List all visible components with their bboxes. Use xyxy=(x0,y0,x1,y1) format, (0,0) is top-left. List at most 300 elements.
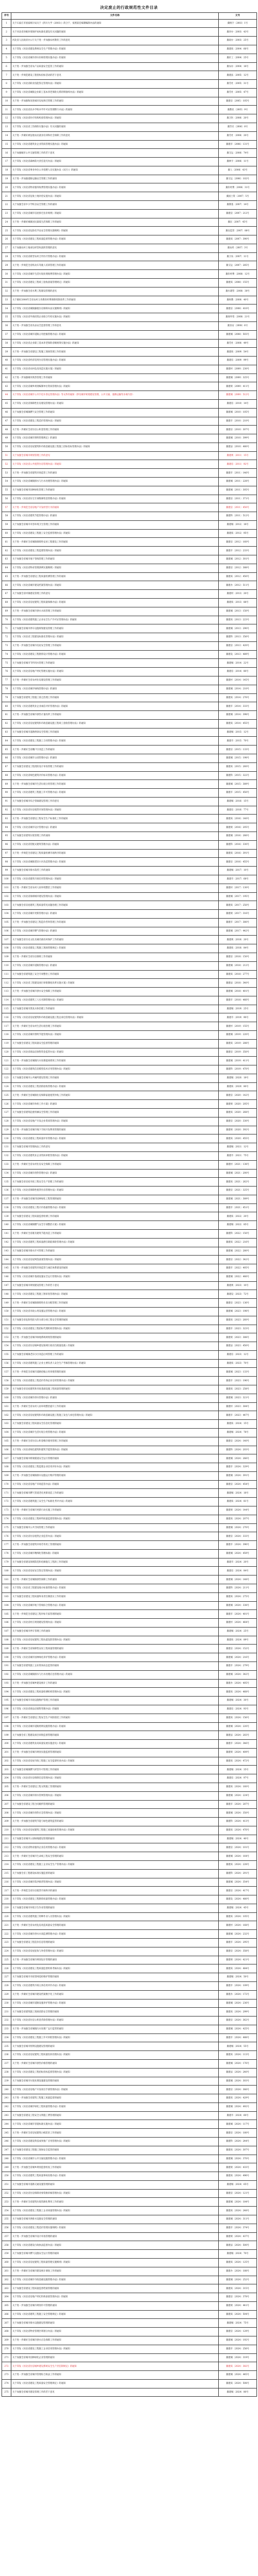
row-title: 关于印发《河北省城市供热应急管理办法》的通知 xyxy=(11,1809,219,1818)
table-header-row xyxy=(2,13,257,20)
row-title: 关于加强全省城市公共空间管理工作的通知 xyxy=(11,1523,219,1532)
table-row xyxy=(2,1619,257,1628)
row-number: 234 xyxy=(2,2033,11,2042)
table-row xyxy=(2,1670,257,1679)
row-number: 51 xyxy=(2,451,11,460)
row-title: 关于进一步加强全省城市生活垃圾分类管理工作的通知 xyxy=(11,780,219,789)
row-document-number: 冀农办〔2004〕18号 xyxy=(219,62,257,71)
row-title: 关于印发《河北省城镇廉租住房保障办法实施细则》的通知 xyxy=(11,304,219,313)
row-document-number: 冀建城〔2024〕25号 xyxy=(219,1627,257,1636)
row-title: 关于加强全省城市市政管网巡检维护管理的通知 xyxy=(11,1973,219,1982)
row-number: 91 xyxy=(2,797,11,806)
row-document-number: 冀建房〔2024〕454号 xyxy=(219,1480,257,1489)
row-title: 关于印发《河北省建筑市场主体信用评价办法》的通知 xyxy=(11,1981,219,1990)
table-row xyxy=(2,2016,257,2025)
page-title: 决定废止的行政规范性文件目录 xyxy=(100,5,158,10)
row-document-number: 冀建市〔2024〕329号 xyxy=(219,1463,257,1472)
table-row xyxy=(2,2189,257,2198)
row-number: 264 xyxy=(2,2293,11,2302)
row-document-number: 冀建房〔2024〕366号 xyxy=(219,2086,257,2094)
row-document-number: 冀建质〔2015〕260号 xyxy=(219,762,257,771)
row-number: 140 xyxy=(2,1221,11,1230)
row-number: 37 xyxy=(2,330,11,339)
row-title: 关于进一步做好全省城市供水应急保障工作的通知 xyxy=(11,2336,219,2345)
column-header-number: 序号 xyxy=(2,13,11,20)
row-title: 关于印发《河北省城市道路占用挖掘管理办法》的通知 xyxy=(11,330,219,339)
table-row xyxy=(2,2180,257,2189)
table-row xyxy=(2,1947,257,1956)
table-row xyxy=(2,1359,257,1368)
row-number: 265 xyxy=(2,2301,11,2310)
row-title: 关于加强全省城市停车设施规划建设管理工作的通知 xyxy=(11,624,219,633)
row-document-number: 冀建城〔2024〕338号 xyxy=(219,1601,257,1610)
row-title: 关于加强全省中小学校舍安全管理工作的通知 xyxy=(11,201,219,210)
row-title: 关于印发《河北省商品房预售资金监管办法》的通知 xyxy=(11,1048,219,1057)
row-title: 关于印发《河北省征收土地补偿安置办法》的通知 xyxy=(11,192,219,201)
row-number: 141 xyxy=(2,1229,11,1238)
row-document-number: 冀建质〔2024〕15号 xyxy=(219,1420,257,1429)
table-row xyxy=(2,1256,257,1264)
row-title: 关于印发《河北省装配式建筑管理办法》的通知 xyxy=(11,840,219,849)
row-document-number: 冀建质〔2014〕276号 xyxy=(219,693,257,702)
table-row xyxy=(2,140,257,149)
row-title: 关于进一步做好全省住房保障工作的通知 xyxy=(11,953,219,961)
row-number: 184 xyxy=(2,1601,11,1610)
table-row xyxy=(2,2224,257,2232)
table-row xyxy=(2,1437,257,1446)
row-document-number: 冀建房〔2024〕121号 xyxy=(219,2189,257,2198)
row-number: 163 xyxy=(2,1420,11,1429)
row-number: 53 xyxy=(2,469,11,478)
row-title: 关于加强全省工程建设项目审批监督管理的通知 xyxy=(11,1731,219,1740)
row-title: 关于印发《河北省建设工程施工现场管理规定》的通知 xyxy=(11,944,219,953)
row-document-number: 冀建规〔2017〕316号 xyxy=(219,910,257,919)
table-row xyxy=(2,979,257,988)
row-number: 173 xyxy=(2,1506,11,1515)
table-row xyxy=(2,313,257,322)
table-row xyxy=(2,357,257,365)
row-document-number: 冀建房〔2024〕417号 xyxy=(219,1887,257,1895)
table-row xyxy=(2,1039,257,1048)
row-document-number: 冀建城〔2013〕290号 xyxy=(219,624,257,633)
row-number: 66 xyxy=(2,581,11,590)
table-row xyxy=(2,1939,257,1947)
row-number: 55 xyxy=(2,486,11,495)
row-number: 171 xyxy=(2,1489,11,1498)
row-number: 81 xyxy=(2,711,11,720)
row-title: 关于进一步做好全省城镇保障性安居工程建设工作的通知 xyxy=(11,538,219,547)
row-title: 关于加强全省城市规划管理工作的意见 xyxy=(11,451,219,460)
row-title: 关于加强全省城市道路桥梁安全管理工作的通知 xyxy=(11,728,219,737)
row-number: 236 xyxy=(2,2051,11,2060)
row-number: 17 xyxy=(2,158,11,166)
row-document-number: 冀交运〔2006〕74号 xyxy=(219,149,257,158)
row-title: 关于进一步做好城镇居民最低生活保障工作的通知 xyxy=(11,218,219,227)
row-title: 关于加强全省城市公共厕所建设管理工作的通知 xyxy=(11,1074,219,1082)
row-title: 关于加强全省城市规划建设管理工作的若干意见 xyxy=(11,1281,219,1290)
table-row xyxy=(2,434,257,443)
row-document-number: 冀建市〔2024〕488号 xyxy=(219,2033,257,2042)
row-title: 关于印发《河北省保障性租赁住房管理办法》的通知 xyxy=(11,1187,219,1195)
table-row xyxy=(2,1610,257,1619)
row-title: 关于印发《河北省房地产市场监管办法》的通知 xyxy=(11,1480,219,1489)
row-number: 153 xyxy=(2,1333,11,1342)
table-row xyxy=(2,1264,257,1273)
table-row xyxy=(2,330,257,339)
row-document-number: 冀建市〔2024〕60号 xyxy=(219,2111,257,2120)
row-number: 101 xyxy=(2,884,11,892)
row-title: 关于印发《河北省城市公园管理办法》的通知 xyxy=(11,754,219,763)
row-number: 22 xyxy=(2,201,11,210)
row-number: 64 xyxy=(2,564,11,572)
row-document-number: 冀建法〔2010〕480号 xyxy=(219,443,257,451)
row-title: 关于加强全省建筑施工安全专项整治工作的通知 xyxy=(11,970,219,979)
row-title: 关于进一步规范全省机动车驾驶人培训管理工作的通知 xyxy=(11,261,219,270)
row-number: 215 xyxy=(2,1869,11,1878)
row-number: 271 xyxy=(2,2353,11,2362)
row-document-number: 冀建市〔2022〕405号 xyxy=(219,1264,257,1273)
row-number: 186 xyxy=(2,1619,11,1628)
row-number: 146 xyxy=(2,1273,11,1281)
row-document-number: 冀建质〔2024〕275号 xyxy=(219,1592,257,1601)
row-document-number: 冀劳社〔2008〕49号 xyxy=(219,339,257,348)
row-title: 关于印发《河北省森林防火责任追究办法》的通知 xyxy=(11,158,219,166)
row-title: 关于印发《河北省工程建设项目审批制度改革实施方案》的通知 xyxy=(11,979,219,988)
row-number: 261 xyxy=(2,2267,11,2276)
row-document-number: 冀建质〔2008〕155号 xyxy=(219,279,257,287)
row-title: 关于印发《河北省建设工程造价管理办法》的通知 xyxy=(11,417,219,426)
row-number: 152 xyxy=(2,1325,11,1333)
row-document-number: 冀建城〔2024〕311号 xyxy=(219,2215,257,2224)
table-row xyxy=(2,676,257,685)
row-document-number: 冀建质〔2024〕113号 xyxy=(219,2051,257,2060)
row-document-number: 冀建城〔2023〕133号 xyxy=(219,1368,257,1377)
row-number: 244 xyxy=(2,2120,11,2129)
row-number: 117 xyxy=(2,1022,11,1031)
row-number: 83 xyxy=(2,728,11,737)
row-document-number: 冀建质〔2024〕160号 xyxy=(219,1783,257,1791)
table-row xyxy=(2,2198,257,2207)
row-document-number: 冀建城〔2024〕425号 xyxy=(219,2025,257,2033)
table-row xyxy=(2,45,257,54)
row-number: 119 xyxy=(2,1039,11,1048)
row-title: 关于印发《河北省房屋建筑工程抗震设防管理办法》的通知 xyxy=(11,1636,219,1645)
row-title: 关于加强全省城市照明设施建设管理的通知 xyxy=(11,2042,219,2051)
row-title: 关于印发《河北省建设工程施工企业质量管理办法》的通知 xyxy=(11,2207,219,2215)
table-row xyxy=(2,1463,257,1472)
row-number: 112 xyxy=(2,979,11,988)
table-row xyxy=(2,2103,257,2111)
row-document-number: 冀建市〔2024〕346号 xyxy=(219,1740,257,1749)
row-title: 关于印发《河北省建筑施工安全生产标准化考评办法》的通知 xyxy=(11,1498,219,1506)
table-row xyxy=(2,1688,257,1697)
table-row xyxy=(2,2086,257,2094)
row-document-number: 冀建房〔2016〕77号 xyxy=(219,806,257,815)
row-number: 103 xyxy=(2,901,11,910)
row-number: 170 xyxy=(2,1480,11,1489)
row-title: 关于加强全省历史文化名城名镇名村保护工作的通知 xyxy=(11,936,219,944)
row-number: 77 xyxy=(2,676,11,685)
table-row xyxy=(2,37,257,45)
row-number: 183 xyxy=(2,1592,11,1601)
row-title: 关于印发《河北省建筑节能管理办法》的通知 xyxy=(11,512,219,521)
row-document-number: 冀建房〔2011〕371号 xyxy=(219,495,257,503)
row-title: 关于印发《河北省建筑施工特种作业人员管理办法》的通知 xyxy=(11,1912,219,1921)
row-title: 关于进一步加强全省城市地下空间开发利用管理的通知 xyxy=(11,1126,219,1134)
table-row xyxy=(2,80,257,89)
row-title: 关于印发《河北省危险化学品安全管理实施细则》的通知 xyxy=(11,227,219,235)
row-title: 关于印发《河北省城市容貌标准实施办法》的通知 xyxy=(11,2120,219,2129)
row-title: 关于印发《河北省公共租赁住房管理办法》的通知 xyxy=(11,460,219,469)
table-row xyxy=(2,1627,257,1636)
table-row xyxy=(2,218,257,227)
row-document-number: 冀建市〔2006〕131号 xyxy=(219,140,257,149)
row-number: 275 xyxy=(2,2388,11,2397)
row-number: 13 xyxy=(2,123,11,131)
row-title: 关于石家庄市国家统计局关于《四川大学（2003）》的合于、按照前任编制编制办法的通知 xyxy=(11,19,219,28)
row-title: 关于印发《河北省城市设计管理办法》的通知 xyxy=(11,823,219,832)
row-title: 关于印发《河北省建设工程勘察质量管理办法》的通知 xyxy=(11,1895,219,1904)
row-number: 57 xyxy=(2,503,11,512)
row-document-number: 冀建房〔2024〕101号 xyxy=(219,1843,257,1852)
row-document-number: 冀建房〔2020〕142号 xyxy=(219,1091,257,1100)
table-row xyxy=(2,1912,257,1921)
table-row xyxy=(2,1964,257,1973)
row-document-number: 冀建城〔2010〕105号 xyxy=(219,408,257,417)
table-row xyxy=(2,961,257,970)
row-document-number: 冀建城〔2024〕303号 xyxy=(219,2077,257,2086)
row-document-number: 冀建城〔2024〕70号 xyxy=(219,2250,257,2259)
table-row xyxy=(2,304,257,313)
row-title: 关于印发《河北省市政公用设施运营管理办法》的通知 xyxy=(11,1308,219,1316)
table-row xyxy=(2,1411,257,1420)
row-document-number: 冀交运〔2006〕102号 xyxy=(219,175,257,183)
row-document-number: 冀建城〔2024〕40号 xyxy=(219,1835,257,1843)
row-number: 243 xyxy=(2,2111,11,2120)
row-title: 关于印发《河北省房地产开发企业资质管理办法》的通知 xyxy=(11,1117,219,1126)
row-title: 关于加强全省建筑施工企业资质动态监管的通知 xyxy=(11,1662,219,1671)
table-row xyxy=(2,650,257,659)
row-document-number: 冀建市〔2023〕196号 xyxy=(219,1377,257,1385)
table-row xyxy=(2,2301,257,2310)
table-row xyxy=(2,1394,257,1402)
table-row xyxy=(2,106,257,114)
row-title: 关于加强全省建设工程施工现场安全监管的通知 xyxy=(11,2146,219,2155)
table-row xyxy=(2,936,257,944)
row-title: 关于进一步做好全省城市建设档案数字化工作的通知 xyxy=(11,1990,219,1999)
table-row xyxy=(2,503,257,512)
row-title: 关于印发《河北省房屋市政工程施工安全监督检查办法》的通知 xyxy=(11,1757,219,1766)
row-document-number: 冀劳社〔2006〕20号 xyxy=(219,131,257,140)
row-number: 167 xyxy=(2,1454,11,1463)
row-document-number: 冀建村〔2013〕20号 xyxy=(219,590,257,599)
row-title: 关于进一步规范全省建设工程质量检测市场秩序的通知 xyxy=(11,849,219,858)
table-row xyxy=(2,1567,257,1575)
row-document-number: 冀建市〔2024〕256号 xyxy=(219,2345,257,2353)
row-title: 关于印发《河北省住宅专项维修资金管理办法》的通知 xyxy=(11,495,219,503)
table-row xyxy=(2,918,257,927)
row-title: 关于印发《河北省住房公积金贷款管理办法》的通知 xyxy=(11,2016,219,2025)
table-row xyxy=(2,158,257,166)
row-title: 关于加强全省建设工程质量安全监督管理的通知 xyxy=(11,1039,219,1048)
table-row xyxy=(2,1109,257,1117)
row-number: 75 xyxy=(2,659,11,668)
table-row xyxy=(2,1100,257,1109)
row-document-number: 冀卫医〔2006〕20号 xyxy=(219,114,257,123)
row-number: 73 xyxy=(2,641,11,650)
row-title: 关于印发《河北省城市道路管理办法》的通知 xyxy=(11,961,219,970)
row-title: 关于印发《河北省村庄规划建设管理办法》的通知 xyxy=(11,1619,219,1628)
row-document-number: 冀建房〔2009〕99号 xyxy=(219,357,257,365)
table-row xyxy=(2,2207,257,2215)
table-row xyxy=(2,702,257,711)
row-document-number: 冀国土资〔2007〕5号 xyxy=(219,192,257,201)
row-document-number: 冀建规〔2024〕144号 xyxy=(219,1506,257,1515)
table-row xyxy=(2,633,257,642)
row-number: 131 xyxy=(2,1143,11,1152)
row-number: 127 xyxy=(2,1109,11,1117)
row-document-number: 冀建城〔2019〕25号 xyxy=(219,1005,257,1013)
row-title: 关于进一步做好全省城市更新行动实施工作的通知 xyxy=(11,1506,219,1515)
table-row xyxy=(2,1981,257,1990)
row-number: 267 xyxy=(2,2319,11,2328)
row-number: 221 xyxy=(2,1921,11,1930)
table-row xyxy=(2,227,257,235)
row-number: 238 xyxy=(2,2068,11,2077)
row-title: 关于印发《河北省工程建设标准化管理办法》的通知 xyxy=(11,633,219,642)
row-title: 关于加强全省建设工程质量监督档案管理的通知 xyxy=(11,2284,219,2293)
row-title: 关于印发《河北省城市排水管网管理办法》的通知 xyxy=(11,1791,219,1800)
row-document-number: 冀建房〔2013〕420号 xyxy=(219,641,257,650)
row-title: 关于印发《河北省物业服务企业信用管理办法》的通知 xyxy=(11,1843,219,1852)
table-row xyxy=(2,1013,257,1022)
row-title: 关于印发《河北省城镇排水与污水处理管理办法》的通知 xyxy=(11,478,219,486)
row-document-number: 冀建城〔2015〕12号 xyxy=(219,728,257,737)
row-document-number: 冀建质〔2004〕66号 xyxy=(219,45,257,54)
row-document-number: 冀建质〔2021〕262号 xyxy=(219,1178,257,1187)
table-row xyxy=(2,520,257,529)
row-number: 256 xyxy=(2,2224,11,2232)
row-title: 关于进一步做好全省城市供热价格管理的通知 xyxy=(11,2059,219,2068)
row-document-number: 冀建城〔2011〕228号 xyxy=(219,478,257,486)
row-title: 关于加强全省城市垃圾处理设施建设管理的通知 xyxy=(11,2077,219,2086)
row-number: 247 xyxy=(2,2146,11,2155)
row-document-number: 冀建城〔2024〕117号 xyxy=(219,2120,257,2129)
table-row xyxy=(2,1480,257,1489)
row-title: 关于印发《河北省建设工程造价管理实施细则》的通知 xyxy=(11,2224,219,2232)
row-document-number: 冀建科〔2024〕413号 xyxy=(219,1818,257,1826)
table-row xyxy=(2,2353,257,2362)
row-number: 43 xyxy=(2,382,11,391)
table-row xyxy=(2,252,257,261)
row-title: 关于加强全省城市排水设施建设管理的通知 xyxy=(11,2319,219,2328)
row-document-number: 冀建村〔2024〕464号 xyxy=(219,1619,257,1628)
table-row xyxy=(2,1601,257,1610)
row-title: 关于加强全省城市地下管线管理工作的通知 xyxy=(11,555,219,564)
row-number: 32 xyxy=(2,287,11,296)
row-document-number: 冀建规〔2018〕20号 xyxy=(219,936,257,944)
table-row xyxy=(2,1273,257,1281)
row-document-number: 冀商外资〔2008〕21号 xyxy=(219,313,257,322)
row-number: 187 xyxy=(2,1627,11,1636)
row-number: 50 xyxy=(2,443,11,451)
table-body xyxy=(2,19,257,2397)
table-row xyxy=(2,2250,257,2259)
row-document-number: 冀建城〔2008〕503号 xyxy=(219,330,257,339)
row-number: 82 xyxy=(2,719,11,728)
row-document-number: 冀建规〔2024〕437号 xyxy=(219,2232,257,2241)
row-document-number: 冀建城〔2024〕445号 xyxy=(219,2371,257,2380)
table-row xyxy=(2,2328,257,2336)
row-title: 关于加强全省城市建设管理工作的若干意见 xyxy=(11,2388,219,2397)
row-title: 关于做好2008年全省农村义务教育经费保障机制改革工作的通知 xyxy=(11,296,219,304)
table-row xyxy=(2,2042,257,2051)
row-document-number: 冀建质〔2024〕315号 xyxy=(219,2284,257,2293)
row-number: 63 xyxy=(2,555,11,564)
row-title: 关于进一步规范全省住房租赁市场秩序的通知 xyxy=(11,1887,219,1895)
row-title: 关于印发《河北省建设工程质量检测机构管理办法》的通知 xyxy=(11,1688,219,1697)
row-title: 关于印发《河北省建设工程招标代理机构管理办法》的通知 xyxy=(11,1325,219,1333)
row-document-number: 冀建法〔2024〕240号 xyxy=(219,2068,257,2077)
row-document-number: 冀建房〔2018〕150号 xyxy=(219,953,257,961)
row-title: 关于印发《河北省城市体检工作方案》的通知 xyxy=(11,1100,219,1109)
row-title: 关于印发《河北省建设工程材料质量监督管理办法》的通知 xyxy=(11,1515,219,1523)
row-number: 6 xyxy=(2,62,11,71)
row-document-number: 冀建市〔2024〕109号 xyxy=(219,1981,257,1990)
table-row xyxy=(2,1887,257,1895)
row-document-number: 冀建房〔2010〕307号 xyxy=(219,426,257,434)
row-number: 89 xyxy=(2,780,11,789)
table-row xyxy=(2,209,257,218)
row-number: 58 xyxy=(2,512,11,521)
row-document-number: 冀建房〔2012〕160号 xyxy=(219,538,257,547)
row-document-number: 冀建城〔2016〕15号 xyxy=(219,797,257,806)
table-row xyxy=(2,858,257,867)
table-row xyxy=(2,1990,257,1999)
table-row xyxy=(2,1195,257,1204)
table-row xyxy=(2,1151,257,1160)
row-document-number: 冀建城〔2024〕148号 xyxy=(219,1575,257,1584)
row-title: 关于进一步加强全省城市管理综合执法工作的通知 xyxy=(11,2371,219,2380)
row-number: 200 xyxy=(2,1740,11,1749)
table-row xyxy=(2,806,257,815)
row-number: 197 xyxy=(2,1714,11,1722)
row-title: 关于进一步做好全省城市生命线工程安全管理的通知 xyxy=(11,1852,219,1861)
row-document-number: 冀建质〔2024〕382号 xyxy=(219,2362,257,2371)
row-title: 关于加强全省建设工程质量安全信息化管理的通知 xyxy=(11,1420,219,1429)
row-title: 关于印发《河北省建筑业高质量发展实施意见》的通知 xyxy=(11,1740,219,1749)
table-row xyxy=(2,1221,257,1230)
row-title: 关于印发《河北省城市房屋拆迁估价规则》的通知 xyxy=(11,209,219,218)
row-title: 关于加强全省城市综合管廊建设管理工作的意见 xyxy=(11,797,219,806)
row-document-number: 冀建房〔2010〕14号 xyxy=(219,399,257,408)
row-number: 202 xyxy=(2,1757,11,1766)
row-number: 217 xyxy=(2,1887,11,1895)
table-row xyxy=(2,1506,257,1515)
table-row xyxy=(2,572,257,581)
table-row xyxy=(2,512,257,521)
row-title: 关于进一步加强全省城镇污水处理厂运行监管的通知 xyxy=(11,2025,219,2033)
row-number: 154 xyxy=(2,1342,11,1351)
row-document-number: 冀建质〔2022〕216号 xyxy=(219,1238,257,1247)
row-document-number: 冀建城〔2024〕252号 xyxy=(219,2276,257,2284)
row-document-number: 冀建城〔2022〕466号 xyxy=(219,1273,257,1281)
row-title: 关于印发《河北省物业管理条例实施细则》的通知 xyxy=(11,564,219,572)
table-row xyxy=(2,789,257,798)
row-document-number: 冀建市〔2024〕374号 xyxy=(219,2224,257,2232)
row-number: 198 xyxy=(2,1722,11,1731)
row-title: 关于加强全省建设工程消防设计审查管理工作的通知 xyxy=(11,762,219,771)
